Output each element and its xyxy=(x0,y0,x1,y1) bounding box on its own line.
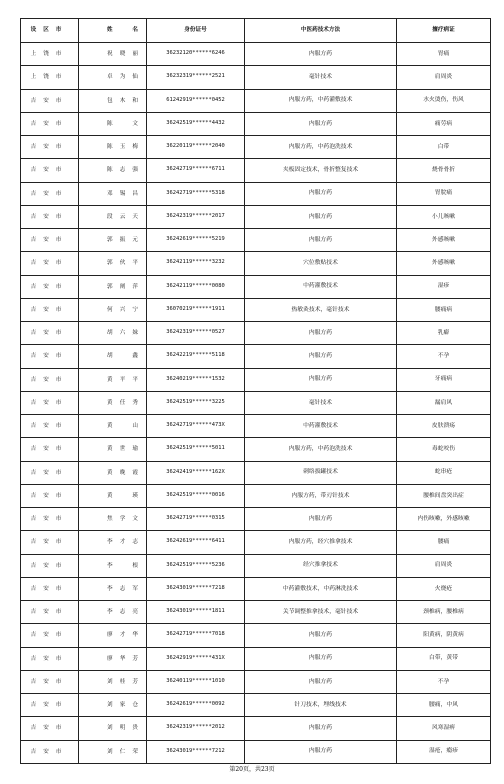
table-row xyxy=(21,252,491,275)
cell-specialty: 湿疹 xyxy=(397,275,491,298)
cell-specialty: 烧骨骨折 xyxy=(397,159,491,182)
cell-technique: 内服方药 xyxy=(245,205,397,228)
cell-id-number: 36242719******7018 xyxy=(147,624,245,647)
cell-technique: 内服方药，经穴推拿技术 xyxy=(245,531,397,554)
cell-technique: 内服方药，带刃针技术 xyxy=(245,484,397,507)
cell-name: 郭振元 xyxy=(79,229,147,252)
cell-city: 吉安市 xyxy=(21,415,79,438)
cell-id-number: 36232319******2521 xyxy=(147,66,245,89)
cell-city: 吉安市 xyxy=(21,205,79,228)
table-row xyxy=(21,717,491,740)
cell-name: 陈志强 xyxy=(79,159,147,182)
cell-name: 郭伙平 xyxy=(79,252,147,275)
cell-city: 吉安市 xyxy=(21,647,79,670)
cell-id-number: 36243019******1811 xyxy=(147,601,245,624)
cell-id-number: 36242719******5318 xyxy=(147,182,245,205)
table-row xyxy=(21,624,491,647)
cell-technique: 中药灌敷技术，中药淋洗技术 xyxy=(245,577,397,600)
cell-technique: 中药灌敷技术 xyxy=(245,415,397,438)
cell-specialty: 小儿咳嗽 xyxy=(397,205,491,228)
cell-technique: 夹板固定技术，骨折整复技术 xyxy=(245,159,397,182)
cell-specialty: 白带 xyxy=(397,136,491,159)
cell-technique: 穴位敷贴技术 xyxy=(245,252,397,275)
cell-name: 刘家仓 xyxy=(79,694,147,717)
cell-technique: 内服方药 xyxy=(245,112,397,135)
cell-specialty: 外感咳嗽 xyxy=(397,252,491,275)
table-row xyxy=(21,391,491,414)
cell-id-number: 36242719******6711 xyxy=(147,159,245,182)
cell-city: 吉安市 xyxy=(21,345,79,368)
cell-id-number: 61242919******0452 xyxy=(147,89,245,112)
cell-specialty: 肩周炎 xyxy=(397,554,491,577)
table-row xyxy=(21,531,491,554)
cell-id-number: 36242719******473X xyxy=(147,415,245,438)
cell-specialty: 胃脘痛 xyxy=(397,182,491,205)
record-sheet xyxy=(20,18,490,764)
cell-city: 吉安市 xyxy=(21,670,79,693)
cell-specialty: 胃痛 xyxy=(397,43,491,66)
table-row xyxy=(21,136,491,159)
cell-id-number: 36243019******7212 xyxy=(147,740,245,763)
cell-name: 黄世瑜 xyxy=(79,438,147,461)
table-row xyxy=(21,438,491,461)
cell-name: 李才志 xyxy=(79,531,147,554)
cell-id-number: 36242419******162X xyxy=(147,461,245,484)
cell-id-number: 36242219******5118 xyxy=(147,345,245,368)
cell-specialty: 火烧疮 xyxy=(397,577,491,600)
table-row xyxy=(21,484,491,507)
header-technique: 中医药技术方法 xyxy=(245,19,397,43)
cell-id-number: 36242619******0092 xyxy=(147,694,245,717)
table-row xyxy=(21,670,491,693)
cell-id-number: 36242319******2012 xyxy=(147,717,245,740)
cell-city: 吉安市 xyxy=(21,484,79,507)
cell-specialty: 腰椎间盘突出症 xyxy=(397,484,491,507)
table-row xyxy=(21,89,491,112)
cell-id-number: 36242319******0527 xyxy=(147,322,245,345)
cell-specialty: 痛劳病 xyxy=(397,112,491,135)
cell-name: 黄平平 xyxy=(79,368,147,391)
table-row xyxy=(21,205,491,228)
table-row xyxy=(21,694,491,717)
cell-city: 吉安市 xyxy=(21,554,79,577)
cell-id-number: 36242619******6411 xyxy=(147,531,245,554)
cell-specialty: 内伤咳嗽，外感咳嗽 xyxy=(397,508,491,531)
cell-name: 段云天 xyxy=(79,205,147,228)
cell-technique: 内服方药 xyxy=(245,624,397,647)
cell-city: 吉安市 xyxy=(21,508,79,531)
cell-id-number: 36242519******3225 xyxy=(147,391,245,414)
cell-name: 黄任秀 xyxy=(79,391,147,414)
cell-specialty: 皮肤溃疡 xyxy=(397,415,491,438)
cell-city: 吉安市 xyxy=(21,461,79,484)
cell-specialty: 不孕 xyxy=(397,670,491,693)
cell-id-number: 36242119******0080 xyxy=(147,275,245,298)
cell-name: 刘明贵 xyxy=(79,717,147,740)
cell-name: 胡六妹 xyxy=(79,322,147,345)
table-row xyxy=(21,43,491,66)
cell-id-number: 36242519******4432 xyxy=(147,112,245,135)
cell-id-number: 36242919******431X xyxy=(147,647,245,670)
cell-name: 廖华芳 xyxy=(79,647,147,670)
cell-technique: 内服方药 xyxy=(245,368,397,391)
cell-name: 何兴宁 xyxy=(79,298,147,321)
cell-name: 黄晚霞 xyxy=(79,461,147,484)
cell-specialty: 外感咳嗽 xyxy=(397,229,491,252)
cell-technique: 内服方药 xyxy=(245,43,397,66)
cell-city: 吉安市 xyxy=(21,577,79,600)
cell-technique: 关节调整推拿技术，毫针技术 xyxy=(245,601,397,624)
cell-technique: 内服方药 xyxy=(245,670,397,693)
table-row xyxy=(21,577,491,600)
table-row xyxy=(21,275,491,298)
cell-city: 吉安市 xyxy=(21,624,79,647)
cell-specialty: 蛇串疮 xyxy=(397,461,491,484)
table-body xyxy=(21,43,491,764)
cell-technique: 内服方药，中药泡洗技术 xyxy=(245,136,397,159)
cell-city: 吉安市 xyxy=(21,89,79,112)
table-row xyxy=(21,508,491,531)
table-row xyxy=(21,601,491,624)
cell-city: 吉安市 xyxy=(21,368,79,391)
table-row xyxy=(21,647,491,670)
cell-specialty: 水火烫伤，伤风 xyxy=(397,89,491,112)
cell-specialty: 腰痛 xyxy=(397,531,491,554)
cell-specialty: 乳癖 xyxy=(397,322,491,345)
table-row xyxy=(21,112,491,135)
cell-specialty: 肩周炎 xyxy=(397,66,491,89)
cell-specialty: 颈椎病，腰椎病 xyxy=(397,601,491,624)
header-specialty: 擅疗病证 xyxy=(397,19,491,43)
cell-name: 祝晓丽 xyxy=(79,43,147,66)
cell-technique: 经穴推拿技术 xyxy=(245,554,397,577)
cell-city: 吉安市 xyxy=(21,298,79,321)
cell-city: 吉安市 xyxy=(21,112,79,135)
practitioner-table xyxy=(20,18,491,764)
table-row xyxy=(21,554,491,577)
cell-id-number: 36242719******0315 xyxy=(147,508,245,531)
cell-city: 上饶市 xyxy=(21,43,79,66)
cell-name: 郭阐萍 xyxy=(79,275,147,298)
cell-technique: 内服方药 xyxy=(245,717,397,740)
cell-name: 焦学文 xyxy=(79,508,147,531)
cell-name: 邓锡昌 xyxy=(79,182,147,205)
cell-id-number: 36242619******5219 xyxy=(147,229,245,252)
cell-city: 吉安市 xyxy=(21,322,79,345)
cell-specialty: 牙痛病 xyxy=(397,368,491,391)
table-row xyxy=(21,182,491,205)
header-city: 设区市 xyxy=(21,19,79,43)
cell-name: 包木和 xyxy=(79,89,147,112)
cell-name: 陈玉梅 xyxy=(79,136,147,159)
header-id-number: 身份证号 xyxy=(147,19,245,43)
cell-technique: 内服方药，中药灌敷技术 xyxy=(245,89,397,112)
cell-name: 李志军 xyxy=(79,577,147,600)
cell-id-number: 36232120******6246 xyxy=(147,43,245,66)
cell-city: 吉安市 xyxy=(21,531,79,554)
cell-city: 吉安市 xyxy=(21,601,79,624)
table-row xyxy=(21,461,491,484)
cell-id-number: 36070219******1911 xyxy=(147,298,245,321)
cell-name: 刘桂芳 xyxy=(79,670,147,693)
table-header-row xyxy=(21,19,491,43)
cell-city: 吉安市 xyxy=(21,229,79,252)
table-row xyxy=(21,740,491,763)
cell-technique: 内服方药 xyxy=(245,182,397,205)
cell-city: 吉安市 xyxy=(21,438,79,461)
cell-name: 刘仁荣 xyxy=(79,740,147,763)
cell-specialty: 风寒湿痹 xyxy=(397,717,491,740)
cell-technique: 内服方药 xyxy=(245,229,397,252)
cell-specialty: 毒蛇咬伤 xyxy=(397,438,491,461)
cell-id-number: 36220119******2040 xyxy=(147,136,245,159)
table-row xyxy=(21,322,491,345)
cell-technique: 内服方药，中药泡洗技术 xyxy=(245,438,397,461)
cell-technique: 热敏灸技术，毫针技术 xyxy=(245,298,397,321)
table-row xyxy=(21,229,491,252)
cell-specialty: 腰痛病 xyxy=(397,298,491,321)
cell-city: 吉安市 xyxy=(21,182,79,205)
cell-name: 李 根 xyxy=(79,554,147,577)
cell-city: 吉安市 xyxy=(21,159,79,182)
cell-technique: 毫针技术 xyxy=(245,66,397,89)
cell-name: 李志亮 xyxy=(79,601,147,624)
cell-city: 吉安市 xyxy=(21,391,79,414)
cell-technique: 毫针技术 xyxy=(245,391,397,414)
table-row xyxy=(21,159,491,182)
cell-city: 上饶市 xyxy=(21,66,79,89)
cell-technique: 刺络拔罐技术 xyxy=(245,461,397,484)
cell-name: 胡 鑫 xyxy=(79,345,147,368)
cell-name: 廖才华 xyxy=(79,624,147,647)
cell-id-number: 36243019******7218 xyxy=(147,577,245,600)
page-footer: 第20页，共23页 xyxy=(229,766,275,773)
cell-city: 吉安市 xyxy=(21,717,79,740)
table-row xyxy=(21,368,491,391)
cell-technique: 内服方药 xyxy=(245,508,397,531)
cell-specialty: 白带，黄带 xyxy=(397,647,491,670)
cell-technique: 内服方药 xyxy=(245,345,397,368)
cell-specialty: 湿疮，瘾疹 xyxy=(397,740,491,763)
cell-id-number: 36240119******1010 xyxy=(147,670,245,693)
table-row xyxy=(21,415,491,438)
cell-specialty: 漏肩风 xyxy=(397,391,491,414)
table-row xyxy=(21,66,491,89)
cell-name: 陈 文 xyxy=(79,112,147,135)
cell-id-number: 36242319******2017 xyxy=(147,205,245,228)
cell-technique: 内服方药 xyxy=(245,322,397,345)
cell-technique: 内服方药 xyxy=(245,740,397,763)
cell-specialty: 腰痛，中风 xyxy=(397,694,491,717)
cell-name: 卓为仙 xyxy=(79,66,147,89)
cell-name: 黄 瑛 xyxy=(79,484,147,507)
cell-city: 吉安市 xyxy=(21,694,79,717)
cell-id-number: 36240219******1532 xyxy=(147,368,245,391)
cell-specialty: 不孕 xyxy=(397,345,491,368)
cell-city: 吉安市 xyxy=(21,275,79,298)
cell-id-number: 36242519******5236 xyxy=(147,554,245,577)
cell-id-number: 36242119******3232 xyxy=(147,252,245,275)
cell-id-number: 36242519******5011 xyxy=(147,438,245,461)
cell-name: 黄 山 xyxy=(79,415,147,438)
cell-technique: 中药灌敷技术 xyxy=(245,275,397,298)
table-row xyxy=(21,345,491,368)
header-name: 姓 名 xyxy=(79,19,147,43)
cell-technique: 内服方药 xyxy=(245,647,397,670)
table-row xyxy=(21,298,491,321)
cell-city: 吉安市 xyxy=(21,740,79,763)
cell-city: 吉安市 xyxy=(21,252,79,275)
cell-id-number: 36242519******0016 xyxy=(147,484,245,507)
cell-technique: 针刀技术，埋线技术 xyxy=(245,694,397,717)
cell-city: 吉安市 xyxy=(21,136,79,159)
cell-specialty: 阳黄病，阴黄病 xyxy=(397,624,491,647)
